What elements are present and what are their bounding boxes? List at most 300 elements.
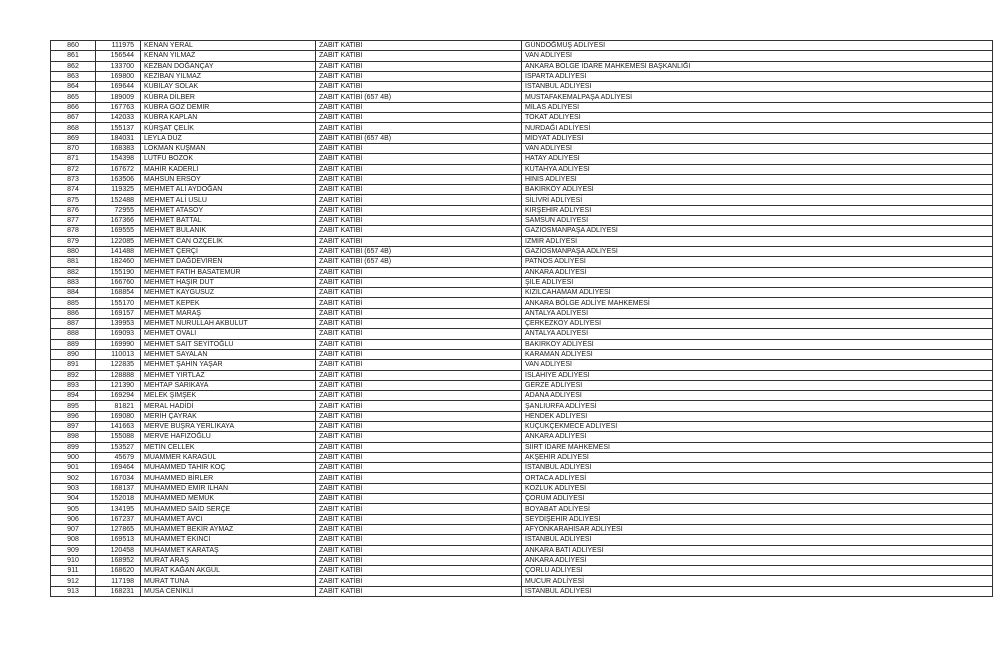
row-number-cell: 880: [51, 246, 96, 256]
name-cell: MUHAMMED BİRLER: [141, 473, 316, 483]
title-cell: ZABIT KATİBİ: [316, 411, 522, 421]
registry-number-cell: 169093: [96, 329, 141, 339]
court-cell: SİİRT İDARE MAHKEMESİ: [522, 442, 993, 452]
table-row: [51, 298, 993, 308]
title-cell: ZABIT KATİBİ: [316, 123, 522, 133]
row-number-cell: 906: [51, 514, 96, 524]
name-cell: MERVE HAFIZOĞLU: [141, 432, 316, 442]
table-row: [51, 329, 993, 339]
title-cell: ZABIT KATİBİ: [316, 586, 522, 596]
court-cell: ANKARA ADLİYESİ: [522, 555, 993, 565]
registry-number-cell: 154398: [96, 154, 141, 164]
court-cell: ANTALYA ADLİYESİ: [522, 308, 993, 318]
row-number-cell: 912: [51, 576, 96, 586]
title-cell: ZABIT KATİBİ: [316, 308, 522, 318]
title-cell: ZABIT KATİBİ: [316, 164, 522, 174]
name-cell: MERİH ÇAYRAK: [141, 411, 316, 421]
table-row: [51, 360, 993, 370]
title-cell: ZABIT KATİBİ: [316, 329, 522, 339]
name-cell: MUHAMMET KARATAŞ: [141, 545, 316, 555]
table-row: [51, 566, 993, 576]
name-cell: MEHTAP SARIKAYA: [141, 380, 316, 390]
name-cell: MURAT TUNA: [141, 576, 316, 586]
table-row: [51, 463, 993, 473]
row-number-cell: 874: [51, 185, 96, 195]
table-row: [51, 61, 993, 71]
row-number-cell: 902: [51, 473, 96, 483]
court-cell: MUCUR ADLİYESİ: [522, 576, 993, 586]
registry-number-cell: 184031: [96, 133, 141, 143]
registry-number-cell: 167672: [96, 164, 141, 174]
row-number-cell: 882: [51, 267, 96, 277]
registry-number-cell: 155088: [96, 432, 141, 442]
table-row: [51, 545, 993, 555]
registry-number-cell: 169464: [96, 463, 141, 473]
table-row: [51, 524, 993, 534]
title-cell: ZABIT KATİBİ: [316, 576, 522, 586]
court-cell: MİDYAT ADLİYESİ: [522, 133, 993, 143]
name-cell: MEHMET BATTAL: [141, 216, 316, 226]
registry-number-cell: 153527: [96, 442, 141, 452]
row-number-cell: 894: [51, 391, 96, 401]
court-cell: KIZILCAHAMAM ADLİYESİ: [522, 288, 993, 298]
name-cell: MEHMET CAN ÖZÇELİK: [141, 236, 316, 246]
court-cell: GERZE ADLİYESİ: [522, 380, 993, 390]
name-cell: KENAN YILMAZ: [141, 51, 316, 61]
row-number-cell: 864: [51, 82, 96, 92]
title-cell: ZABIT KATİBİ: [316, 391, 522, 401]
name-cell: KUBİLAY SOLAK: [141, 82, 316, 92]
row-number-cell: 896: [51, 411, 96, 421]
title-cell: ZABIT KATİBİ: [316, 195, 522, 205]
name-cell: MURAT ARAŞ: [141, 555, 316, 565]
name-cell: MEHMET YIRTLAZ: [141, 370, 316, 380]
name-cell: KÜRŞAT ÇELİK: [141, 123, 316, 133]
title-cell: ZABIT KATİBİ: [316, 51, 522, 61]
row-number-cell: 860: [51, 41, 96, 51]
table-row: [51, 71, 993, 81]
name-cell: MERAL HADİDİ: [141, 401, 316, 411]
court-cell: ISPARTA ADLİYESİ: [522, 71, 993, 81]
name-cell: MEHMET OVALI: [141, 329, 316, 339]
row-number-cell: 872: [51, 164, 96, 174]
name-cell: MEHMET ALİ USLU: [141, 195, 316, 205]
court-cell: GAZİOSMANPAŞA ADLİYESİ: [522, 226, 993, 236]
court-cell: MİLAS ADLİYESİ: [522, 102, 993, 112]
name-cell: MUHAMMET EKİNCİ: [141, 535, 316, 545]
row-number-cell: 899: [51, 442, 96, 452]
court-cell: ANKARA BÖLGE İDARE MAHKEMESİ BAŞKANLIĞI: [522, 61, 993, 71]
row-number-cell: 910: [51, 555, 96, 565]
title-cell: ZABIT KATİBİ: [316, 185, 522, 195]
table-row: [51, 586, 993, 596]
court-cell: VAN ADLİYESİ: [522, 143, 993, 153]
name-cell: LÜTFÜ BOZOK: [141, 154, 316, 164]
court-cell: İSLAHİYE ADLİYESİ: [522, 370, 993, 380]
title-cell: ZABIT KATİBİ (657 4B): [316, 257, 522, 267]
row-number-cell: 881: [51, 257, 96, 267]
row-number-cell: 876: [51, 205, 96, 215]
table-row: [51, 339, 993, 349]
title-cell: ZABIT KATİBİ: [316, 143, 522, 153]
registry-number-cell: 119325: [96, 185, 141, 195]
row-number-cell: 875: [51, 195, 96, 205]
court-cell: ORTACA ADLİYESİ: [522, 473, 993, 483]
row-number-cell: 904: [51, 494, 96, 504]
registry-number-cell: 169080: [96, 411, 141, 421]
court-cell: AKŞEHİR ADLİYESİ: [522, 452, 993, 462]
name-cell: MELEK ŞİMŞEK: [141, 391, 316, 401]
registry-number-cell: 169294: [96, 391, 141, 401]
title-cell: ZABIT KATİBİ: [316, 298, 522, 308]
registry-number-cell: 168854: [96, 288, 141, 298]
name-cell: LEYLA DÜZ: [141, 133, 316, 143]
row-number-cell: 887: [51, 319, 96, 329]
name-cell: MUHAMMED EMİR İLHAN: [141, 483, 316, 493]
name-cell: LOKMAN KUŞMAN: [141, 143, 316, 153]
row-number-cell: 897: [51, 421, 96, 431]
name-cell: MEHMET KAYGUSUZ: [141, 288, 316, 298]
table-row: [51, 102, 993, 112]
court-cell: ÇORUM ADLİYESİ: [522, 494, 993, 504]
title-cell: ZABIT KATİBİ: [316, 102, 522, 112]
title-cell: ZABIT KATİBİ: [316, 339, 522, 349]
name-cell: MEHMET SAYALAN: [141, 349, 316, 359]
name-cell: MEHMET DAĞDEVİREN: [141, 257, 316, 267]
row-number-cell: 878: [51, 226, 96, 236]
row-number-cell: 883: [51, 277, 96, 287]
name-cell: KEZBAN DOĞANÇAY: [141, 61, 316, 71]
row-number-cell: 895: [51, 401, 96, 411]
title-cell: ZABIT KATİBİ (657 4B): [316, 246, 522, 256]
row-number-cell: 873: [51, 174, 96, 184]
table-row: [51, 195, 993, 205]
court-cell: ANKARA BÖLGE ADLİYE MAHKEMESİ: [522, 298, 993, 308]
row-number-cell: 886: [51, 308, 96, 318]
registry-number-cell: 142033: [96, 113, 141, 123]
row-number-cell: 862: [51, 61, 96, 71]
registry-number-cell: 189009: [96, 92, 141, 102]
registry-number-cell: 152018: [96, 494, 141, 504]
name-cell: MURAT KAĞAN AKGÜL: [141, 566, 316, 576]
title-cell: ZABIT KATİBİ (657 4B): [316, 133, 522, 143]
title-cell: ZABIT KATİBİ: [316, 71, 522, 81]
court-cell: VAN ADLİYESİ: [522, 360, 993, 370]
table-body: [51, 41, 993, 597]
name-cell: KEZİBAN YILMAZ: [141, 71, 316, 81]
court-cell: İSTANBUL ADLİYESİ: [522, 82, 993, 92]
table-row: [51, 483, 993, 493]
registry-number-cell: 169800: [96, 71, 141, 81]
registry-number-cell: 169555: [96, 226, 141, 236]
title-cell: ZABIT KATİBİ: [316, 514, 522, 524]
court-cell: GÜNDOĞMUŞ ADLİYESİ: [522, 41, 993, 51]
table-row: [51, 535, 993, 545]
title-cell: ZABIT KATİBİ: [316, 401, 522, 411]
title-cell: ZABIT KATİBİ: [316, 288, 522, 298]
name-cell: MUAMMER KARAGÜL: [141, 452, 316, 462]
court-cell: BAKIRKÖY ADLİYESİ: [522, 339, 993, 349]
table-row: [51, 432, 993, 442]
row-number-cell: 889: [51, 339, 96, 349]
title-cell: ZABIT KATİBİ: [316, 277, 522, 287]
table-row: [51, 123, 993, 133]
row-number-cell: 866: [51, 102, 96, 112]
name-cell: MEHMET ÇERÇİ: [141, 246, 316, 256]
title-cell: ZABIT KATİBİ: [316, 473, 522, 483]
registry-number-cell: 152488: [96, 195, 141, 205]
registry-number-cell: 133700: [96, 61, 141, 71]
registry-number-cell: 168620: [96, 566, 141, 576]
name-cell: MEHMET ATASOY: [141, 205, 316, 215]
registry-number-cell: 111975: [96, 41, 141, 51]
registry-number-cell: 167366: [96, 216, 141, 226]
title-cell: ZABIT KATİBİ: [316, 319, 522, 329]
row-number-cell: 911: [51, 566, 96, 576]
court-cell: TOKAT ADLİYESİ: [522, 113, 993, 123]
court-cell: BOYABAT ADLİYESİ: [522, 504, 993, 514]
title-cell: ZABIT KATİBİ: [316, 226, 522, 236]
row-number-cell: 901: [51, 463, 96, 473]
registry-number-cell: 128888: [96, 370, 141, 380]
title-cell: ZABIT KATİBİ: [316, 360, 522, 370]
title-cell: ZABIT KATİBİ: [316, 452, 522, 462]
row-number-cell: 893: [51, 380, 96, 390]
name-cell: MEHMET FATİH BASATEMÜR: [141, 267, 316, 277]
court-cell: MUSTAFAKEMALPAŞA ADLİYESİ: [522, 92, 993, 102]
registry-number-cell: 169990: [96, 339, 141, 349]
table-row: [51, 205, 993, 215]
table-row: [51, 257, 993, 267]
row-number-cell: 890: [51, 349, 96, 359]
row-number-cell: 900: [51, 452, 96, 462]
name-cell: MUHAMMED TAHİR KOÇ: [141, 463, 316, 473]
registry-number-cell: 167034: [96, 473, 141, 483]
registry-number-cell: 182460: [96, 257, 141, 267]
table-row: [51, 442, 993, 452]
registry-number-cell: 122085: [96, 236, 141, 246]
table-row: [51, 226, 993, 236]
registry-number-cell: 167763: [96, 102, 141, 112]
table-row: [51, 51, 993, 61]
name-cell: MUHAMMET AVCI: [141, 514, 316, 524]
court-cell: İSTANBUL ADLİYESİ: [522, 535, 993, 545]
registry-number-cell: 168137: [96, 483, 141, 493]
title-cell: ZABIT KATİBİ: [316, 463, 522, 473]
court-cell: BAKIRKÖY ADLİYESİ: [522, 185, 993, 195]
table-row: [51, 143, 993, 153]
row-number-cell: 892: [51, 370, 96, 380]
registry-number-cell: 167237: [96, 514, 141, 524]
row-number-cell: 867: [51, 113, 96, 123]
table-row: [51, 411, 993, 421]
table-row: [51, 82, 993, 92]
court-cell: ANKARA BATI ADLİYESİ: [522, 545, 993, 555]
title-cell: ZABIT KATİBİ: [316, 545, 522, 555]
title-cell: ZABIT KATİBİ: [316, 82, 522, 92]
title-cell: ZABIT KATİBİ: [316, 267, 522, 277]
title-cell: ZABIT KATİBİ: [316, 535, 522, 545]
court-cell: İSTANBUL ADLİYESİ: [522, 586, 993, 596]
row-number-cell: 903: [51, 483, 96, 493]
court-cell: ADANA ADLİYESİ: [522, 391, 993, 401]
table-row: [51, 319, 993, 329]
row-number-cell: 913: [51, 586, 96, 596]
court-cell: HENDEK ADLİYESİ: [522, 411, 993, 421]
name-cell: MEHMET NURULLAH AKBULUT: [141, 319, 316, 329]
row-number-cell: 870: [51, 143, 96, 153]
title-cell: ZABIT KATİBİ: [316, 205, 522, 215]
table-row: [51, 288, 993, 298]
table-row: [51, 452, 993, 462]
registry-number-cell: 110013: [96, 349, 141, 359]
table-row: [51, 380, 993, 390]
title-cell: ZABIT KATİBİ: [316, 370, 522, 380]
name-cell: KÜBRA KAPLAN: [141, 113, 316, 123]
table-row: [51, 421, 993, 431]
title-cell: ZABIT KATİBİ: [316, 504, 522, 514]
registry-number-cell: 72955: [96, 205, 141, 215]
title-cell: ZABIT KATİBİ: [316, 524, 522, 534]
row-number-cell: 869: [51, 133, 96, 143]
table-row: [51, 494, 993, 504]
registry-number-cell: 141663: [96, 421, 141, 431]
name-cell: MUHAMMED MEMÜK: [141, 494, 316, 504]
registry-number-cell: 163506: [96, 174, 141, 184]
title-cell: ZABIT KATİBİ: [316, 421, 522, 431]
table-row: [51, 349, 993, 359]
name-cell: KÜBRA GÖZ DEMİR: [141, 102, 316, 112]
registry-number-cell: 169513: [96, 535, 141, 545]
name-cell: KÜBRA DİLBER: [141, 92, 316, 102]
name-cell: MEHMET MARAŞ: [141, 308, 316, 318]
row-number-cell: 877: [51, 216, 96, 226]
personnel-table: [50, 40, 993, 597]
name-cell: MEHMET SAİT SEYİTOĞLU: [141, 339, 316, 349]
court-cell: ŞİLE ADLİYESİ: [522, 277, 993, 287]
table-row: [51, 308, 993, 318]
registry-number-cell: 141488: [96, 246, 141, 256]
court-cell: KOZLUK ADLİYESİ: [522, 483, 993, 493]
registry-number-cell: 121390: [96, 380, 141, 390]
table-row: [51, 174, 993, 184]
name-cell: KENAN YERAL: [141, 41, 316, 51]
registry-number-cell: 168383: [96, 143, 141, 153]
title-cell: ZABIT KATİBİ: [316, 494, 522, 504]
name-cell: MUHAMMET BEKİR AYMAZ: [141, 524, 316, 534]
table-row: [51, 391, 993, 401]
table-row: [51, 113, 993, 123]
table-row: [51, 236, 993, 246]
name-cell: MERVE BÜŞRA YERLİKAYA: [141, 421, 316, 431]
court-cell: ANKARA ADLİYESİ: [522, 267, 993, 277]
table-row: [51, 555, 993, 565]
row-number-cell: 898: [51, 432, 96, 442]
row-number-cell: 888: [51, 329, 96, 339]
row-number-cell: 907: [51, 524, 96, 534]
title-cell: ZABIT KATİBİ: [316, 236, 522, 246]
title-cell: ZABIT KATİBİ: [316, 349, 522, 359]
title-cell: ZABIT KATİBİ: [316, 216, 522, 226]
table-row: [51, 267, 993, 277]
row-number-cell: 908: [51, 535, 96, 545]
court-cell: ÇERKEZKÖY ADLİYESİ: [522, 319, 993, 329]
name-cell: MAHSUN ERSOY: [141, 174, 316, 184]
court-cell: GAZİOSMANPAŞA ADLİYESİ: [522, 246, 993, 256]
name-cell: MEHMET ŞAHİN YAŞAR: [141, 360, 316, 370]
registry-number-cell: 166760: [96, 277, 141, 287]
registry-number-cell: 117198: [96, 576, 141, 586]
row-number-cell: 865: [51, 92, 96, 102]
title-cell: ZABIT KATİBİ (657 4B): [316, 92, 522, 102]
table-row: [51, 92, 993, 102]
table-row: [51, 277, 993, 287]
table-row: [51, 576, 993, 586]
title-cell: ZABIT KATİBİ: [316, 442, 522, 452]
court-cell: ŞANLIURFA ADLİYESİ: [522, 401, 993, 411]
row-number-cell: 885: [51, 298, 96, 308]
row-number-cell: 905: [51, 504, 96, 514]
table-row: [51, 504, 993, 514]
row-number-cell: 868: [51, 123, 96, 133]
row-number-cell: 909: [51, 545, 96, 555]
row-number-cell: 863: [51, 71, 96, 81]
registry-number-cell: 155170: [96, 298, 141, 308]
row-number-cell: 871: [51, 154, 96, 164]
court-cell: ÇORLU ADLİYESİ: [522, 566, 993, 576]
court-cell: ANKARA ADLİYESİ: [522, 432, 993, 442]
title-cell: ZABIT KATİBİ: [316, 380, 522, 390]
court-cell: PATNOS ADLİYESİ: [522, 257, 993, 267]
court-cell: İZMİR ADLİYESİ: [522, 236, 993, 246]
name-cell: MEHMET KEPEK: [141, 298, 316, 308]
court-cell: HINIS ADLİYESİ: [522, 174, 993, 184]
row-number-cell: 861: [51, 51, 96, 61]
registry-number-cell: 122835: [96, 360, 141, 370]
row-number-cell: 891: [51, 360, 96, 370]
table-row: [51, 401, 993, 411]
name-cell: MAHİR KADERLİ: [141, 164, 316, 174]
registry-number-cell: 168231: [96, 586, 141, 596]
court-cell: AFYONKARAHİSAR ADLİYESİ: [522, 524, 993, 534]
name-cell: MEHMET HAŞİR DUT: [141, 277, 316, 287]
table-row: [51, 164, 993, 174]
registry-number-cell: 155137: [96, 123, 141, 133]
court-cell: SEYDİŞEHİR ADLİYESİ: [522, 514, 993, 524]
registry-number-cell: 45679: [96, 452, 141, 462]
registry-number-cell: 155190: [96, 267, 141, 277]
table-row: [51, 514, 993, 524]
table-row: [51, 133, 993, 143]
court-cell: SAMSUN ADLİYESİ: [522, 216, 993, 226]
title-cell: ZABIT KATİBİ: [316, 566, 522, 576]
row-number-cell: 879: [51, 236, 96, 246]
title-cell: ZABIT KATİBİ: [316, 113, 522, 123]
table-row: [51, 41, 993, 51]
name-cell: METİN CELLEK: [141, 442, 316, 452]
court-cell: ANTALYA ADLİYESİ: [522, 329, 993, 339]
name-cell: MEHMET ALİ AYDOĞAN: [141, 185, 316, 195]
registry-number-cell: 120458: [96, 545, 141, 555]
court-cell: KÜTAHYA ADLİYESİ: [522, 164, 993, 174]
name-cell: MEHMET BULANIK: [141, 226, 316, 236]
table-row: [51, 473, 993, 483]
title-cell: ZABIT KATİBİ: [316, 41, 522, 51]
title-cell: ZABIT KATİBİ: [316, 154, 522, 164]
court-cell: KÜÇÜKÇEKMECE ADLİYESİ: [522, 421, 993, 431]
registry-number-cell: 169157: [96, 308, 141, 318]
registry-number-cell: 156544: [96, 51, 141, 61]
